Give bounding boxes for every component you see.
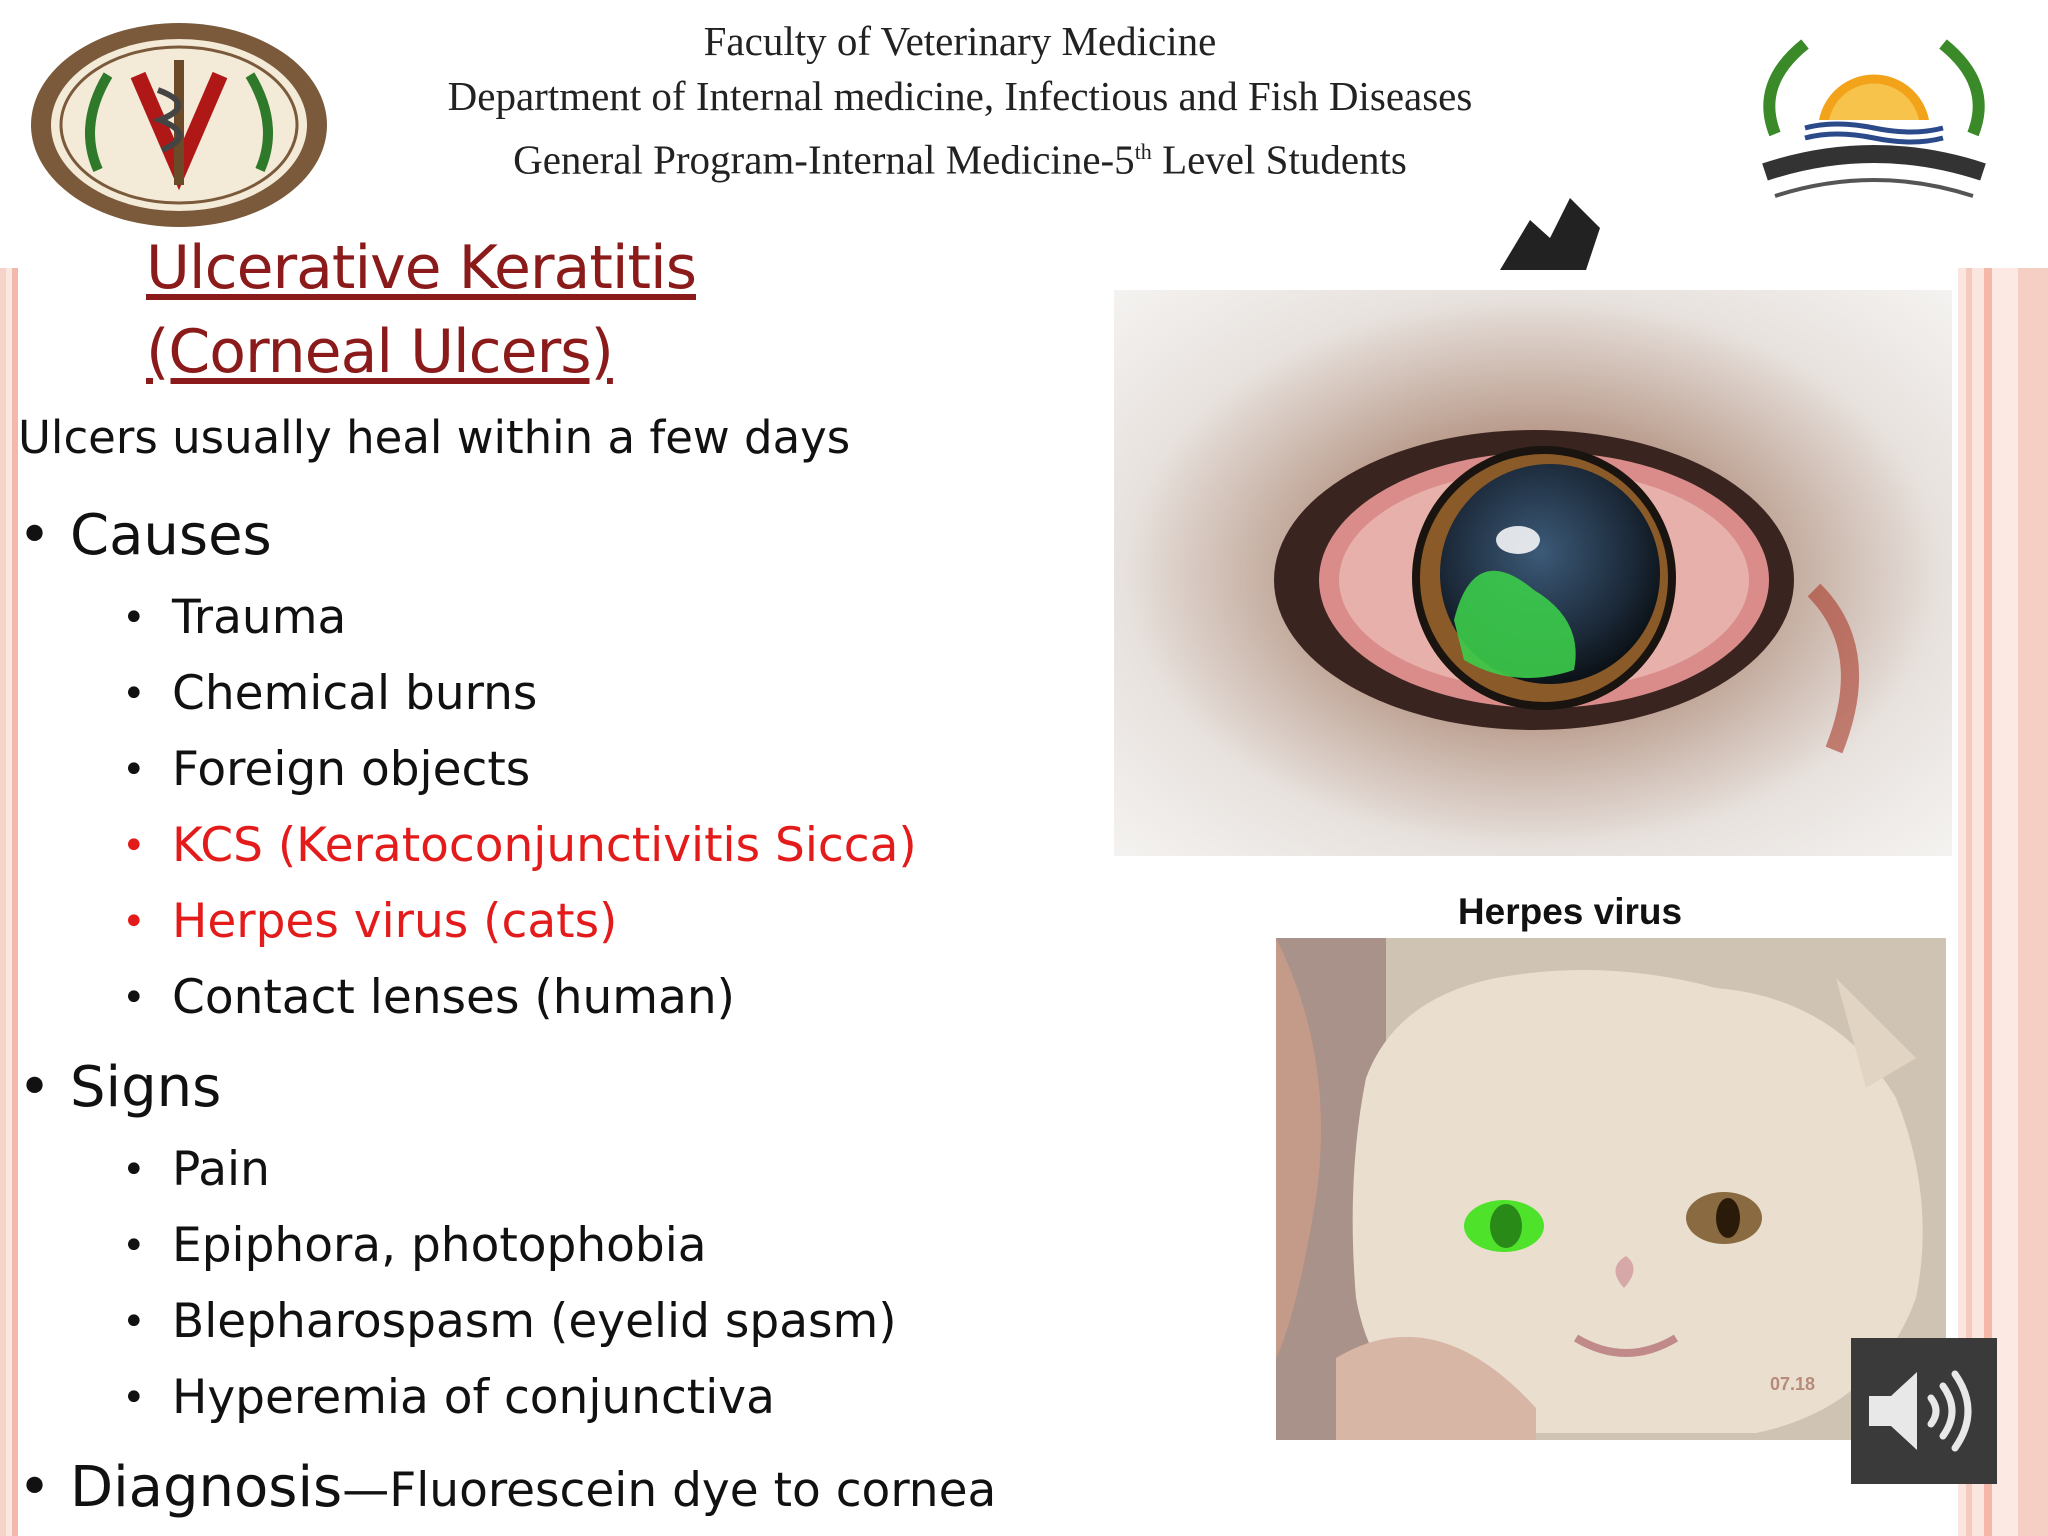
faculty-seal-icon	[28, 20, 330, 230]
cause-item: • Chemical burns	[18, 656, 1058, 732]
bullet-content	[18, 500, 1058, 1527]
diagnosis-line	[18, 1452, 1058, 1527]
signs-heading: • Signs	[18, 1052, 1058, 1124]
slide-frame-left	[0, 268, 18, 1536]
header-program-prefix: General Program-Internal Medicine-5	[513, 136, 1135, 183]
university-logo-icon	[1735, 24, 2013, 204]
header-program	[360, 124, 1560, 188]
slide-header	[360, 14, 1560, 188]
header-program-sup: th	[1134, 139, 1152, 164]
intro-text: Ulcers usually heal within a few days	[18, 411, 851, 464]
header-faculty: Faculty of Veterinary Medicine	[703, 18, 1217, 64]
audio-button[interactable]	[1851, 1338, 1997, 1484]
cause-item: • Contact lenses (human)	[18, 960, 1058, 1036]
cause-item-highlight: • KCS (Keratoconjunctivitis Sicca)	[18, 808, 1058, 884]
sign-item: • Pain	[18, 1132, 1058, 1208]
title-line-2: (Corneal Ulcers)	[146, 317, 613, 387]
cat-image-timestamp: 07.18	[1770, 1374, 1816, 1394]
diagnosis-text: —Fluorescein dye to cornea	[342, 1463, 997, 1518]
speaker-icon	[1851, 1338, 1997, 1484]
slide-title	[146, 226, 696, 394]
sign-item: • Blepharospasm (eyelid spasm)	[18, 1284, 1058, 1360]
cause-item: • Foreign objects	[18, 732, 1058, 808]
header-program-suffix: Level Students	[1151, 136, 1407, 183]
cause-item-highlight: • Herpes virus (cats)	[18, 884, 1058, 960]
causes-heading: • Causes	[18, 500, 1058, 572]
title-line-1: Ulcerative Keratitis	[146, 233, 696, 303]
header-department: Department of Internal medicine, Infectious and Fish Diseases	[447, 73, 1473, 119]
diagnosis-heading: Diagnosis	[70, 1455, 343, 1520]
corneal-ulcer-eye-image	[1114, 290, 1952, 856]
cause-item: • Trauma	[18, 580, 1058, 656]
sign-item: • Epiphora, photophobia	[18, 1208, 1058, 1284]
decorative-mark-icon	[1490, 198, 1620, 270]
sign-item: • Hyperemia of conjunctiva	[18, 1360, 1058, 1436]
herpes-virus-caption: Herpes virus	[1457, 891, 1683, 932]
herpes-cat-image	[1276, 938, 1946, 1440]
